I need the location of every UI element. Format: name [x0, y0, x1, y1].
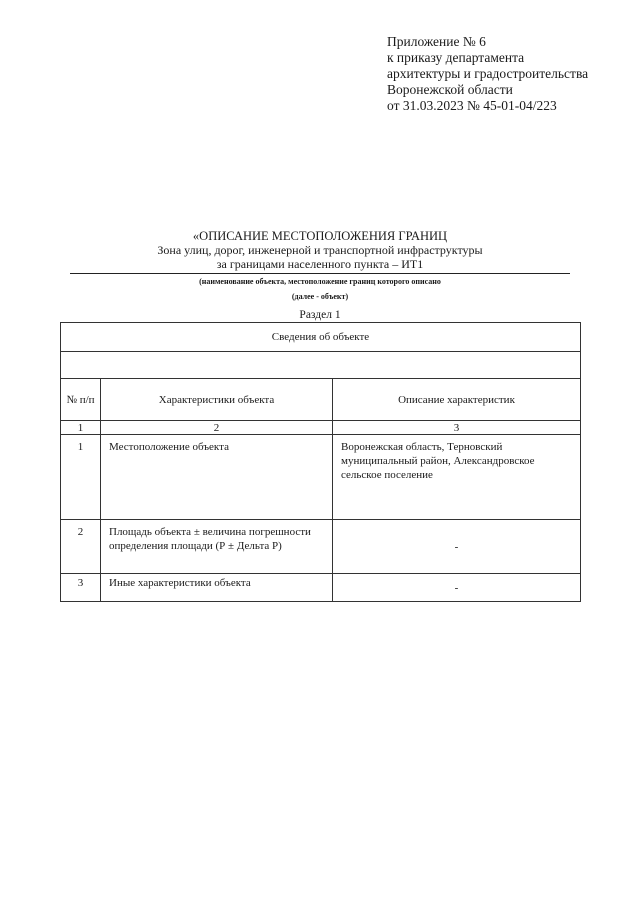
row-num: 3 [77, 577, 84, 589]
title-line: за границами населенного пункта – ИТ1 [216, 257, 424, 271]
title-note: (далее - объект) [291, 292, 349, 301]
header-num: № п/п [61, 379, 101, 421]
table-row [61, 520, 581, 574]
table-row [61, 435, 581, 520]
row-description: - [333, 520, 581, 574]
table-caption: Сведения об объекте [61, 323, 581, 352]
title-line: «ОПИСАНИЕ МЕСТОПОЛОЖЕНИЯ ГРАНИЦ [192, 229, 448, 243]
title-note: (наименование объекта, местоположение границ которого описано [199, 277, 441, 286]
column-number: 1 [61, 421, 101, 435]
table-row [61, 574, 581, 602]
column-number: 3 [333, 421, 581, 435]
title-underline [70, 273, 570, 274]
title-line: Зона улиц, дорог, инженерной и транспортной инфраструктуры [157, 243, 483, 257]
document-title [70, 229, 570, 271]
appendix-header [387, 34, 588, 114]
row-description: - [333, 574, 581, 602]
header-characteristics: Характеристики объекта [101, 379, 333, 421]
appendix-line: архитектуры и градостроительства [387, 66, 589, 81]
appendix-line: к приказу департамента [387, 50, 525, 65]
section-label: Раздел 1 [299, 309, 341, 321]
appendix-line: Воронежской области [387, 82, 513, 97]
row-characteristic: Площадь объекта ± величина погрешности определения площади (Р ± Дельта Р) [109, 526, 311, 552]
table-empty-row [61, 352, 581, 379]
row-characteristic: Местоположение объекта [109, 441, 229, 453]
row-description: Воронежская область, Терновский муниципальный район, Александровское сельское поселение [341, 441, 535, 481]
column-number: 2 [101, 421, 333, 435]
appendix-line: Приложение № 6 [387, 34, 486, 49]
row-num: 2 [77, 526, 84, 538]
header-description: Описание характеристик [333, 379, 581, 421]
row-num: 1 [77, 441, 84, 453]
appendix-line: от 31.03.2023 № 45-01-04/223 [387, 98, 557, 113]
row-characteristic: Иные характеристики объекта [109, 577, 251, 589]
object-info-table [60, 322, 581, 602]
